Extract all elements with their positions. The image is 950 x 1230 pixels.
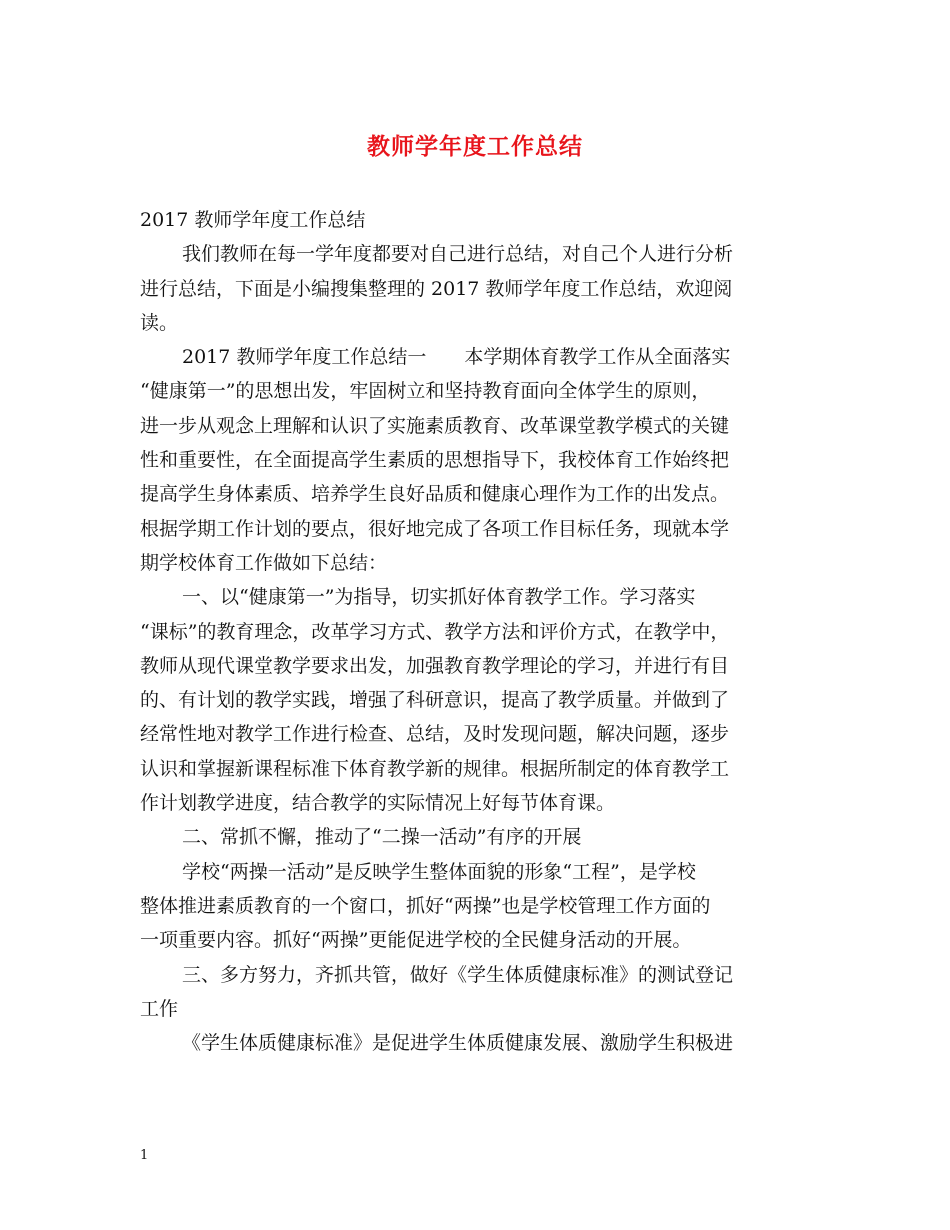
body-line: 根据学期工作计划的要点，很好地完成了各项工作目标任务，现就本学 — [140, 517, 730, 540]
body-line: 进行总结，下面是小编搜集整理的 2017 教师学年度工作总结，欢迎阅 — [140, 277, 733, 300]
body-line: 一项重要内容。抓好“两操”更能促进学校的全民健身活动的开展。 — [140, 929, 692, 952]
body-line: 教师从现代课堂教学要求出发，加强教育教学理论的学习，并进行有目 — [140, 654, 730, 677]
body-line: 2017 教师学年度工作总结 — [140, 209, 366, 231]
page-number: 1 — [140, 1148, 149, 1163]
body-line: “课标”的教育理念，改革学习方式、教学方法和评价方式，在教学中， — [140, 620, 730, 643]
body-line: 二、常抓不懈，推动了“二操一活动”有序的开展 — [182, 826, 582, 849]
body-line: 性和重要性，在全面提高学生素质的思想指导下，我校体育工作始终把 — [140, 449, 730, 472]
body-line: 进一步从观念上理解和认识了实施素质教育、改革课堂教学模式的关键 — [140, 414, 730, 437]
document-body — [140, 203, 812, 1060]
body-line: 提高学生身体素质、培养学生良好品质和健康心理作为工作的出发点。 — [140, 483, 730, 506]
body-line: 经常性地对教学工作进行检查、总结，及时发现问题，解决问题，逐步 — [140, 723, 730, 746]
body-line: 2017 教师学年度工作总结一 本学期体育教学工作从全面落实 — [182, 346, 731, 369]
body-line: 我们教师在每一学年度都要对自己进行总结，对自己个人进行分析 — [182, 243, 734, 266]
document-title: 教师学年度工作总结 — [367, 134, 583, 160]
body-line: 读。 — [140, 311, 179, 334]
body-line: 学校“两操一活动”是反映学生整体面貌的形象“工程”，是学校 — [182, 860, 696, 883]
body-line: 认识和掌握新课程标准下体育教学新的规律。根据所制定的体育教学工 — [140, 757, 730, 780]
body-line: 的、有计划的教学实践，增强了科研意识，提高了教学质量。并做到了 — [140, 689, 730, 712]
body-line: 三、多方努力，齐抓共管，做好《学生体质健康标准》的测试登记 — [182, 963, 734, 986]
body-line: 期学校体育工作做如下总结： — [140, 551, 388, 574]
body-line: 作计划教学进度，结合教学的实际情况上好每节体育课。 — [140, 792, 616, 815]
body-line: 一、以“健康第一”为指导，切实抓好体育教学工作。学习落实 — [182, 586, 696, 609]
body-line: 《学生体质健康标准》是促进学生体质健康发展、激励学生积极进 — [182, 1032, 734, 1055]
body-line: 整体推进素质教育的一个窗口，抓好“两操”也是学校管理工作方面的 — [140, 894, 711, 917]
body-line: 工作 — [140, 997, 179, 1020]
body-line: “健康第一”的思想出发，牢固树立和坚持教育面向全体学生的原则， — [140, 380, 711, 403]
